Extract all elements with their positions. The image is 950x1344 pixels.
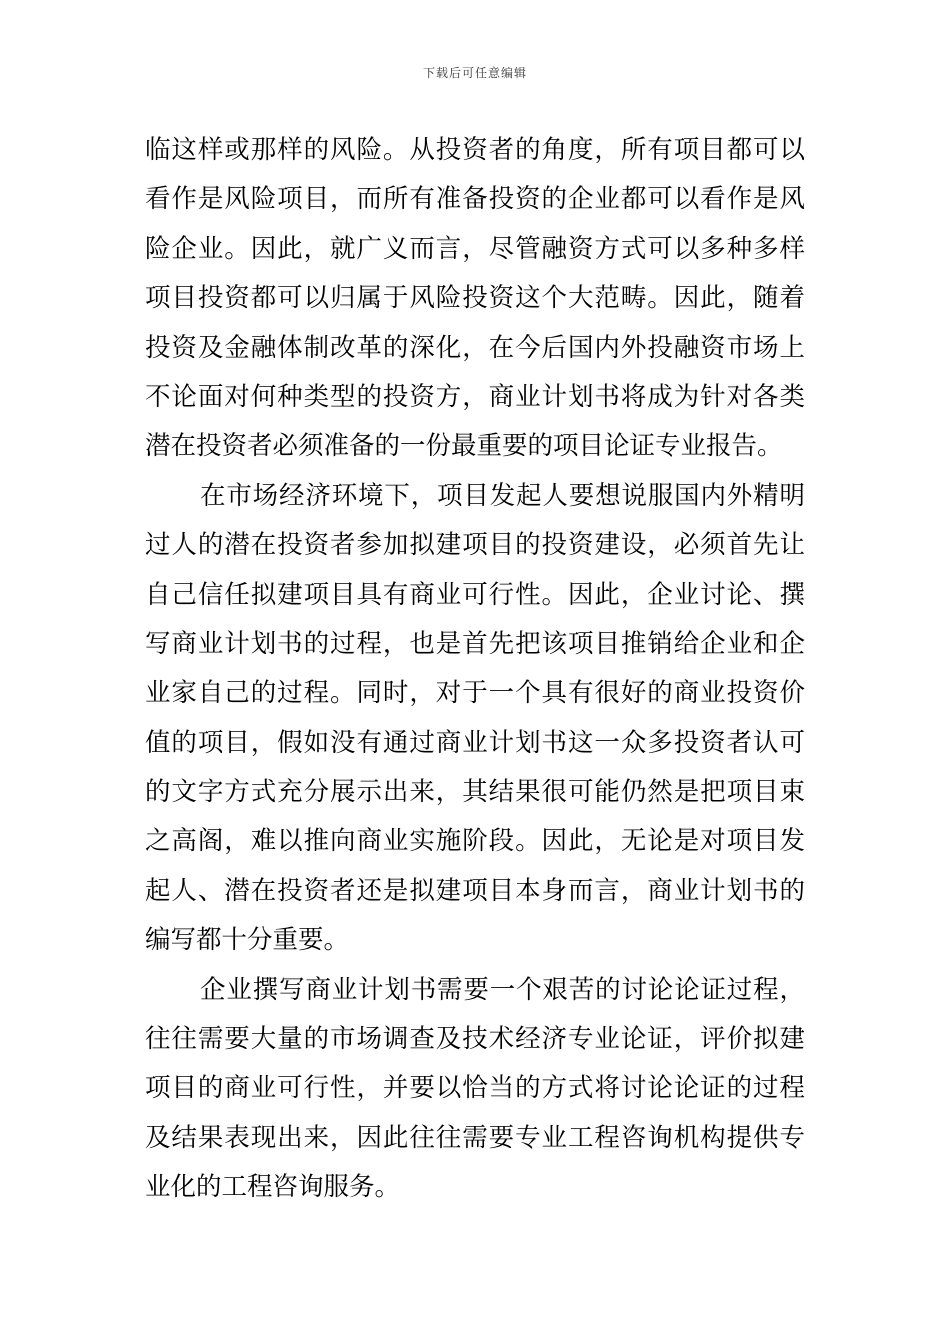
text-line: 值的项目，假如没有通过商业计划书这一众多投资者认可 xyxy=(145,727,805,758)
paragraph-2 xyxy=(145,472,805,966)
page-header: 下载后可任意编辑 xyxy=(422,66,527,80)
text-line: 自己信任拟建项目具有商业可行性。因此，企业讨论、撰 xyxy=(145,579,805,610)
paragraph-3 xyxy=(145,966,805,1213)
text-line: 企业撰写商业计划书需要一个艰苦的讨论论证过程， xyxy=(200,974,805,1005)
text-line: 投资及金融体制改革的深化，在今后国内外投融资市场上 xyxy=(145,332,805,363)
text-line: 及结果表现出来，因此往往需要专业工程咨询机构提供专 xyxy=(145,1122,805,1153)
text-line: 写商业计划书的过程，也是首先把该项目推销给企业和企 xyxy=(145,628,805,659)
text-line: 业化的工程咨询服务。 xyxy=(145,1172,401,1203)
text-line: 业家自己的过程。同时，对于一个具有很好的商业投资价 xyxy=(145,678,805,709)
text-line: 潜在投资者必须准备的一份最重要的项目论证专业报告。 xyxy=(145,431,783,462)
body-text xyxy=(145,126,805,1213)
text-line: 临这样或那样的风险。从投资者的角度，所有项目都可以 xyxy=(145,135,805,165)
text-line: 之高阁，难以推向商业实施阶段。因此，无论是对项目发 xyxy=(145,826,805,857)
text-line: 在市场经济环境下，项目发起人要想说服国内外精明 xyxy=(200,480,805,511)
text-line: 项目投资都可以归属于风险投资这个大范畴。因此，随着 xyxy=(145,283,805,314)
text-line: 起人、潜在投资者还是拟建项目本身而言，商业计划书的 xyxy=(145,875,805,906)
text-line: 险企业。因此，就广义而言，尽管融资方式可以多种多样 xyxy=(145,233,805,264)
text-line: 编写都十分重要。 xyxy=(145,925,350,956)
text-line: 往往需要大量的市场调查及技术经济专业论证，评价拟建 xyxy=(145,1024,805,1055)
text-line: 不论面对何种类型的投资方，商业计划书将成为针对各类 xyxy=(145,381,805,412)
text-line: 过人的潜在投资者参加拟建项目的投资建设，必须首先让 xyxy=(145,530,805,561)
text-line: 看作是风险项目，而所有准备投资的企业都可以看作是风 xyxy=(145,184,805,215)
text-line: 的文字方式充分展示出来，其结果很可能仍然是把项目束 xyxy=(145,777,805,808)
text-line: 项目的商业可行性，并要以恰当的方式将讨论论证的过程 xyxy=(145,1073,805,1104)
paragraph-1 xyxy=(145,126,805,472)
